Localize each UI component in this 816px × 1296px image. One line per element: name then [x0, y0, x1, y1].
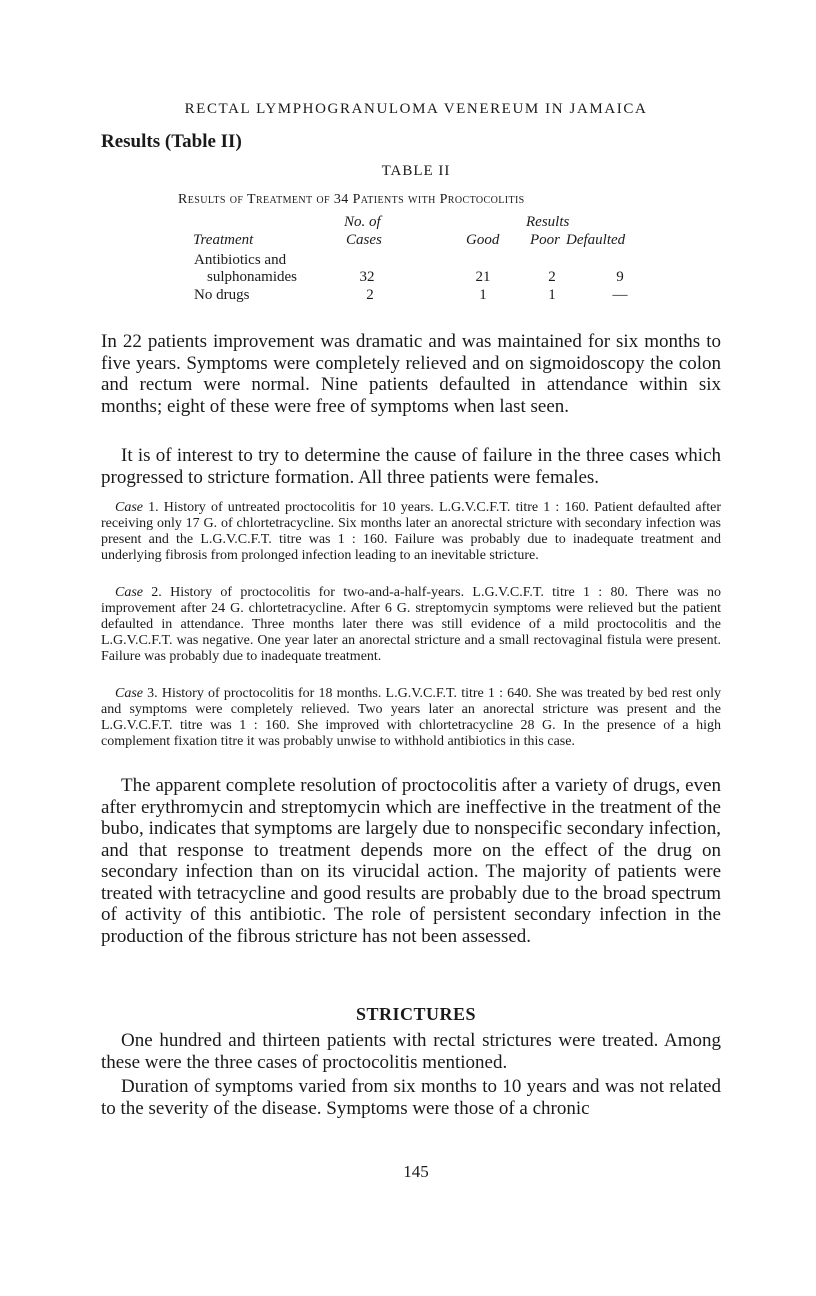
header-cases: Cases: [346, 232, 382, 248]
running-head: RECTAL LYMPHOGRANULOMA VENEREUM IN JAMAICA: [184, 101, 648, 117]
case-1-label: Case: [115, 500, 143, 515]
row1-treatment-line1: Antibiotics and: [194, 252, 287, 268]
row1-treatment-line2: sulphonamides: [207, 269, 297, 285]
section-heading: Results (Table II): [101, 131, 242, 152]
row2-cases: 2: [366, 287, 374, 303]
header-no-of: No. of: [344, 214, 381, 230]
table-caption: Results of Treatment of 34 Patients with Proctocolitis: [178, 192, 525, 207]
row2-poor: 1: [548, 287, 556, 303]
header-treatment: Treatment: [193, 232, 254, 248]
header-defaulted: Defaulted: [566, 232, 626, 248]
case-1-text: 1. History of untreated proctocolitis for 10 years. L.G.V.C.F.T. titre 1 : 160. Patient defaulted after receiving only 17 G. of chlortetracycline. Six months later an anorectal stricture with secondary infection was present and the L.G.V.C.F.T. titre was 1 : 160. Failure was probably due to inadequate treatment and underlying fibrosis from prolonged infection leading to an inevitable stricture.: [101, 500, 722, 563]
strictures-heading: STRICTURES: [355, 1004, 477, 1024]
row1-poor: 2: [548, 269, 556, 285]
header-poor: Poor: [530, 232, 560, 248]
paragraph-improvement: In 22 patients improvement was dramatic and was maintained for six months to five years. Symptoms were completely relieved and on sigmoidoscopy the colon and rectum were normal. Nine patients defaulted in attendance within six months; eight of these were free of symptoms when last seen.: [101, 331, 721, 417]
row1-defaulted: 9: [616, 269, 624, 285]
header-good: Good: [466, 232, 500, 248]
table-label: TABLE II: [381, 163, 451, 179]
case-3-label: Case: [115, 686, 143, 701]
row2-defaulted: —: [612, 287, 628, 303]
page-number: 145: [403, 1162, 429, 1181]
case-2: [101, 585, 721, 665]
paragraph-strictures-count: One hundred and thirteen patients with rectal strictures were treated. Among these were the three cases of proctocolitis mentioned.: [101, 1030, 721, 1073]
case-3-text: 3. History of proctocolitis for 18 months. L.G.V.C.F.T. titre 1 : 640. She was treated by bed rest only and symptoms were completely relieved. Two years later an anorectal stricture was present and the L.G.V.C.F.T. titre was 1 : 160. She improved with chlortetracycline 28 G. In the presence of a high complement fixation titre it was probably unwise to withhold antibiotics in this case.: [101, 686, 721, 749]
paragraph-resolution: The apparent complete resolution of proctocolitis after a variety of drugs, even after erythromycin and streptomycin which are ineffective in the treatment of the bubo, indicates that symptoms are largely due to nonspecific secondary infection, and that response to treatment depends more on the effect of the drug on secondary infection than on its virucidal action. The majority of patients were treated with tetracycline and good results are probably due to the broad spectrum of activity of this antibiotic. The role of persistent secondary infection in the production of the fibrous stricture has not been assessed.: [101, 775, 721, 947]
case-2-text: 2. History of proctocolitis for two-and-a-half-years. L.G.V.C.F.T. titre 1 : 80. There was no improvement after 24 G. chlortetracycline. After 6 G. streptomycin symptoms were relieved but the patient defaulted in attendance. Three months later there was still evidence of a mild proctocolitis and the L.G.V.C.F.T. was negative. One year later an anorectal stricture and a small rectovaginal fistula were present. Failure was probably due to inadequate treatment.: [101, 585, 722, 664]
row2-good: 1: [479, 287, 487, 303]
row1-cases: 32: [359, 269, 375, 285]
header-results: Results: [526, 214, 570, 230]
paragraph-duration: Duration of symptoms varied from six months to 10 years and was not related to the severity of the disease. Symptoms were those of a chronic: [101, 1076, 721, 1119]
paragraph-failure-causes: It is of interest to try to determine the cause of failure in the three cases which progressed to stricture formation. All three patients were females.: [101, 445, 721, 488]
case-2-label: Case: [115, 585, 143, 600]
case-1: [101, 500, 721, 564]
case-3: [101, 686, 721, 750]
row2-treatment: No drugs: [194, 287, 250, 303]
row1-good: 21: [475, 269, 491, 285]
